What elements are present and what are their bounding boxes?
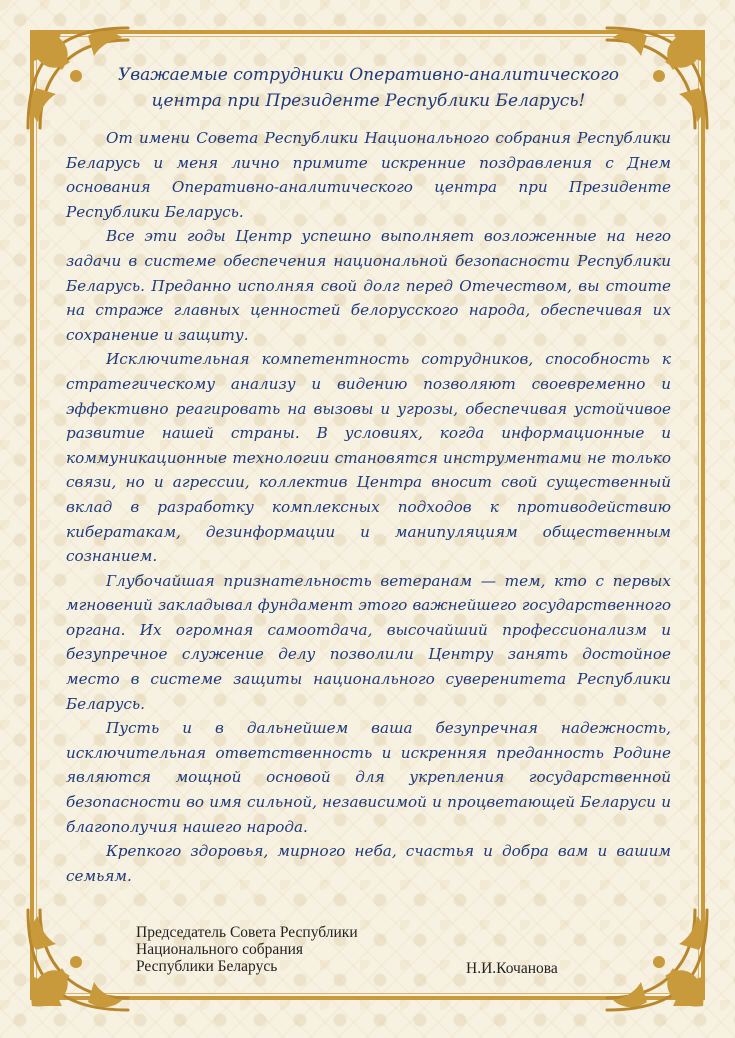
paragraph: Пусть и в дальнейшем ваша безупречная надежность, исключительная ответственность и искренняя преданность Родине являются мощной основой для укрепления государственной безопасности во имя сильной, независимой и процветающей Беларуси и благополучия нашего народа.	[66, 719, 671, 836]
paragraph: От имени Совета Республики Национального собрания Республики Беларусь и меня лично примите искренние поздравления с Днем основания Оперативно-аналитического центра при Президенте Республики Беларусь.	[66, 129, 671, 221]
signature-title-line: Республики Беларусь	[136, 958, 278, 975]
greeting-line: центра при Президенте Республики Беларусь!	[151, 91, 586, 111]
paragraph: Глубочайшая признательность ветеранам — тем, кто с первых мгновений закладывал фундамент этого важнейшего государственного органа. Их огромная самоотдача, высочайший профессионализм и безупречное служение делу позволили Центру занять достойное место в системе защиты национального суверенитета Республики Беларусь.	[66, 571, 671, 713]
greeting-line: Уважаемые сотрудники Оперативно-аналитического	[117, 65, 620, 85]
signatory-name: Н.И.Кочанова	[466, 960, 558, 977]
paragraph: Крепкого здоровья, мирного неба, счастья и добра вам и вашим семьям.	[66, 842, 671, 885]
letter-body	[66, 62, 671, 888]
greeting	[66, 62, 671, 114]
paragraph: Все эти годы Центр успешно выполняет возложенные на него задачи в системе обеспечения национальной безопасности Республики Беларусь. Преданно исполняя свой долг перед Отечеством, вы стоите на страже главных ценностей белорусского народа, обеспечивая их сохранение и защиту.	[66, 227, 671, 344]
paragraph: Исключительная компетентность сотрудников, способность к стратегическому анализу и видению позволяют своевременно и эффективно реагировать на вызовы и угрозы, обеспечивая устойчивое развитие нашей страны. В условиях, когда информационные и коммуникационные технологии становятся инструментами не только связи, но и агрессии, коллектив Центра вносит свой существенный вклад в разработку комплексных подходов к противодействию кибератакам, дезинформации и манипуляциям общественным сознанием.	[66, 350, 671, 566]
corner-ornament-icon	[597, 900, 717, 1020]
signature-title-line: Председатель Совета Республики	[136, 924, 358, 941]
signature-title-line: Национального собрания	[136, 941, 304, 958]
corner-ornament-icon	[18, 900, 138, 1020]
